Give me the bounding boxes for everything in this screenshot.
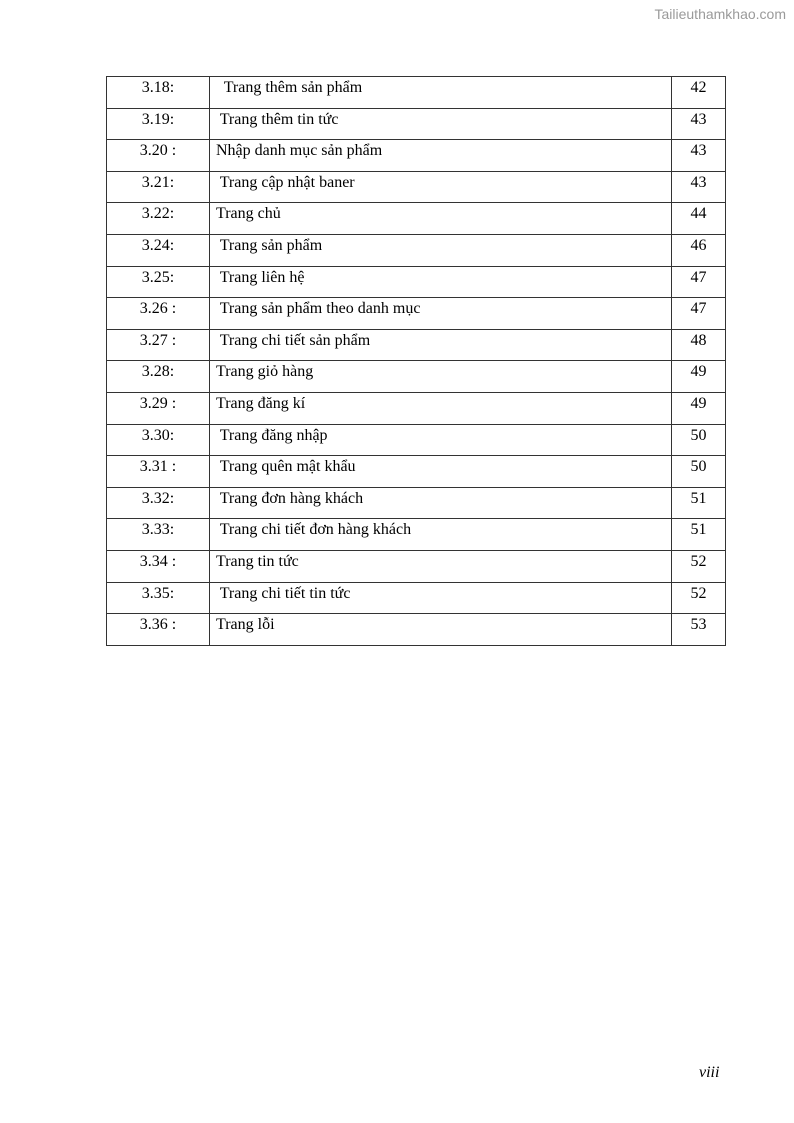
figure-number: 3.19: bbox=[107, 108, 210, 140]
table-row bbox=[107, 519, 726, 551]
figure-title: Trang chi tiết sản phẩm bbox=[210, 329, 672, 361]
figure-number: 3.27 : bbox=[107, 329, 210, 361]
table-row bbox=[107, 487, 726, 519]
figure-number: 3.31 : bbox=[107, 456, 210, 488]
page-ref: 46 bbox=[672, 234, 726, 266]
page-ref: 44 bbox=[672, 203, 726, 235]
figure-number: 3.25: bbox=[107, 266, 210, 298]
figure-title: Trang tin tức bbox=[210, 550, 672, 582]
figure-list-table bbox=[106, 76, 726, 646]
page-ref: 43 bbox=[672, 140, 726, 172]
page-ref: 50 bbox=[672, 456, 726, 488]
page-ref: 53 bbox=[672, 614, 726, 646]
table-row bbox=[107, 140, 726, 172]
figure-number: 3.35: bbox=[107, 582, 210, 614]
figure-title: Trang quên mật khẩu bbox=[210, 456, 672, 488]
page-ref: 42 bbox=[672, 77, 726, 109]
figure-title: Trang đơn hàng khách bbox=[210, 487, 672, 519]
page-ref: 52 bbox=[672, 582, 726, 614]
page-ref: 43 bbox=[672, 171, 726, 203]
figure-title: Nhập danh mục sản phẩm bbox=[210, 140, 672, 172]
figure-number: 3.22: bbox=[107, 203, 210, 235]
table-row bbox=[107, 266, 726, 298]
page-ref: 51 bbox=[672, 487, 726, 519]
figure-number: 3.26 : bbox=[107, 298, 210, 330]
figure-number: 3.36 : bbox=[107, 614, 210, 646]
figure-number: 3.33: bbox=[107, 519, 210, 551]
table-row bbox=[107, 77, 726, 109]
figure-title: Trang đăng kí bbox=[210, 392, 672, 424]
figure-number: 3.18: bbox=[107, 77, 210, 109]
figure-number: 3.20 : bbox=[107, 140, 210, 172]
table-row bbox=[107, 234, 726, 266]
watermark: Tailieuthamkhao.com bbox=[654, 6, 786, 22]
figure-number: 3.24: bbox=[107, 234, 210, 266]
page-ref: 47 bbox=[672, 298, 726, 330]
page-ref: 51 bbox=[672, 519, 726, 551]
figure-title: Trang giỏ hàng bbox=[210, 361, 672, 393]
figure-title: Trang sản phẩm bbox=[210, 234, 672, 266]
figure-number: 3.30: bbox=[107, 424, 210, 456]
table-row bbox=[107, 361, 726, 393]
table-row bbox=[107, 456, 726, 488]
figure-title: Trang chi tiết đơn hàng khách bbox=[210, 519, 672, 551]
table-row bbox=[107, 550, 726, 582]
figure-title: Trang chủ bbox=[210, 203, 672, 235]
table-row bbox=[107, 424, 726, 456]
page-ref: 49 bbox=[672, 392, 726, 424]
figure-title: Trang thêm tin tức bbox=[210, 108, 672, 140]
figure-title: Trang lỗi bbox=[210, 614, 672, 646]
table-row bbox=[107, 298, 726, 330]
figure-title: Trang sản phẩm theo danh mục bbox=[210, 298, 672, 330]
figure-number: 3.34 : bbox=[107, 550, 210, 582]
page-ref: 43 bbox=[672, 108, 726, 140]
figure-number: 3.28: bbox=[107, 361, 210, 393]
table-row bbox=[107, 392, 726, 424]
figure-number: 3.32: bbox=[107, 487, 210, 519]
table-row bbox=[107, 108, 726, 140]
table-row bbox=[107, 614, 726, 646]
page-ref: 47 bbox=[672, 266, 726, 298]
figure-number: 3.21: bbox=[107, 171, 210, 203]
figure-number: 3.29 : bbox=[107, 392, 210, 424]
table-row bbox=[107, 329, 726, 361]
figure-title: Trang cập nhật baner bbox=[210, 171, 672, 203]
page-ref: 48 bbox=[672, 329, 726, 361]
table-row bbox=[107, 171, 726, 203]
page-ref: 49 bbox=[672, 361, 726, 393]
page-ref: 52 bbox=[672, 550, 726, 582]
figure-title: Trang đăng nhập bbox=[210, 424, 672, 456]
figure-title: Trang liên hệ bbox=[210, 266, 672, 298]
page-ref: 50 bbox=[672, 424, 726, 456]
table-row bbox=[107, 582, 726, 614]
page-number: viii bbox=[699, 1064, 720, 1081]
figure-title: Trang thêm sản phẩm bbox=[210, 77, 672, 109]
table-row bbox=[107, 203, 726, 235]
figure-title: Trang chi tiết tin tức bbox=[210, 582, 672, 614]
